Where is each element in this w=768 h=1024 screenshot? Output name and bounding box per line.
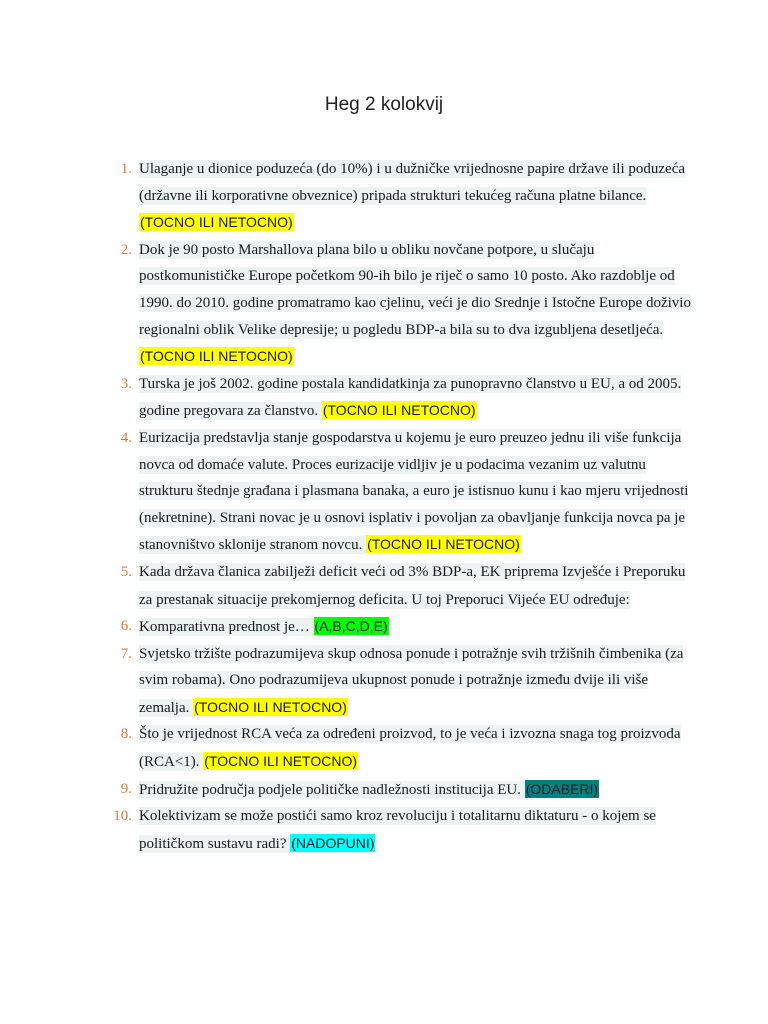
question-number: 6.: [120, 618, 132, 635]
question-item-9: [0, 776, 699, 804]
answer-type-tag: (TOCNO ILI NETOCNO): [140, 348, 293, 365]
answer-type-tag: (TOCNO ILI NETOCNO): [367, 536, 520, 553]
question-item-8: [0, 721, 699, 775]
question-item-10: [0, 803, 699, 857]
question-number: 4.: [120, 429, 132, 446]
question-text: Dok je 90 posto Marshallova plana bilo u obliku novčane potpore, u slučaju postkomunističke Europe početkom 90-ih bilo je riječ o samo 10 posto. Ako razdoblje od 1990. do 2010. godine promatramo kao cjelinu, veći je dio Srednje i Istočne Europe doživio regionalni oblik Velike depresije; u pogledu BDP-a bila su to dva izgubljena desetljeća.: [139, 241, 691, 338]
question-item-4: [0, 425, 699, 559]
question-number: 9.: [120, 780, 132, 797]
question-number: 3.: [120, 375, 132, 392]
question-text: Pridružite područja podjele političke nadležnosti institucija EU.: [139, 781, 525, 798]
question-text: Kada država članica zabilježi deficit veći od 3% BDP-a, EK priprema Izvješće i Preporuku za prestanak situacije prekomjernog deficita. U toj Preporuci Vijeće EU određuje:: [139, 563, 686, 608]
question-text: Eurizacija predstavlja stanje gospodarstva u kojemu je euro preuzeo jednu ili više funkcija novca od domaće valute. Proces eurizacije vidljiv je u podacima vezanim uz valutnu strukturu štednje građana i plasmana banaka, a euro je istisnuo kunu i kao mjeru vrijednosti (nekretnine). Strani novac je u osnovi isplativ i povoljan za obavljanje funkcija novca pa je stanovništvo sklonije stranom novcu.: [139, 429, 689, 554]
answer-type-tag: (NADOPUNI): [291, 834, 375, 851]
page-title: Heg 2 kolokvij: [324, 94, 444, 115]
answer-type-tag: (TOCNO ILI NETOCNO): [194, 698, 347, 715]
question-item-3: [0, 371, 699, 425]
answer-type-tag: (ODABERI): [525, 780, 599, 797]
question-number: 8.: [120, 726, 132, 743]
question-text: Svjetsko tržište podrazumijeva skup odnosa ponude i potražnje svih tržišnih čimbenika (za svim robama). Ono podrazumijeva ukupnost ponude i potražnje između dvije ili više zemalja.: [139, 645, 684, 716]
answer-type-tag: (TOCNO ILI NETOCNO): [140, 214, 293, 231]
question-text: Ulaganje u dionice poduzeća (do 10%) i u dužničke vrijednosne papire države ili poduzeća (državne ili korporativne obveznice) pripada strukturi tekućeg računa platne bilance.: [139, 161, 686, 204]
question-text: Turska je još 2002. godine postala kandidatkinja za punopravno članstvo u EU, a od 2005. godine pregovara za članstvo.: [139, 375, 682, 420]
question-list: [0, 156, 768, 857]
question-item-6: [0, 613, 699, 641]
question-number: 7.: [120, 645, 132, 662]
question-number: 1.: [120, 161, 132, 177]
question-number: 5.: [120, 563, 132, 580]
question-number: 10.: [113, 808, 132, 825]
question-item-2: [0, 237, 699, 371]
question-text: Kolektivizam se može postići samo kroz revoluciju i totalitarnu diktaturu - o kojem se političkom sustavu radi?: [139, 808, 656, 852]
question-item-1: [0, 156, 699, 237]
answer-type-tag: (A,B,C,D,E): [314, 618, 388, 635]
question-item-7: [0, 641, 699, 722]
answer-type-tag: [630, 590, 632, 608]
question-number: 2.: [120, 241, 132, 258]
answer-type-tag: (TOCNO ILI NETOCNO): [322, 402, 476, 419]
question-text: Komparativna prednost je…: [139, 619, 314, 636]
question-item-5: [0, 559, 699, 613]
answer-type-tag: (TOCNO ILI NETOCNO): [204, 753, 358, 770]
question-text: Što je vrijednost RCA veća za određeni proizvod, to je veća i izvozna snaga tog proizvoda (RCA<1).: [139, 726, 681, 771]
